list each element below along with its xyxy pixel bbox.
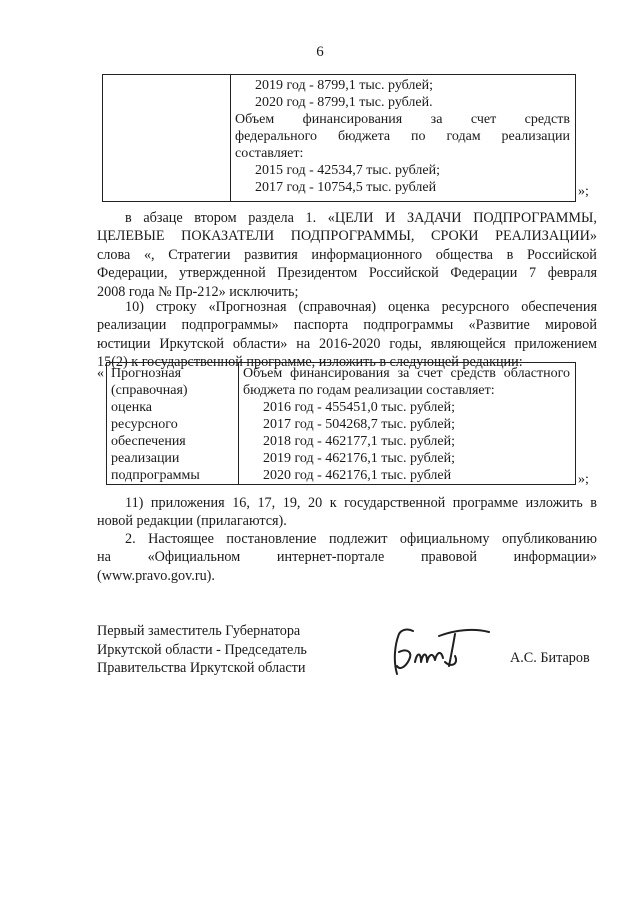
signatory-name: А.С. Битаров	[510, 650, 590, 666]
table1-closing-quote: »;	[578, 184, 589, 199]
paragraph-publication: 2. Настоящее постановление подлежит официальному опубликованию на «Официальном интернет-портале правовой информации» (www.pravo.gov.ru).	[97, 531, 597, 584]
federal-budget-table	[102, 74, 576, 202]
table2-left-cell: Прогнозная (справочная) оценка ресурсного обеспечения реализации подпрограммы	[107, 363, 239, 485]
paragraph-section-amend: в абзаце втором раздела 1. «ЦЕЛИ И ЗАДАЧИ ПОДПРОГРАММЫ, ЦЕЛЕВЫЕ ПОКАЗАТЕЛИ ПОДПРОГРАММЫ, СРОКИ РЕАЛИЗАЦИИ» слова «, Стратегии развития информационного общества в Российской Федерации, утвержденной Президентом Российской Федерации 7 февраля 2008 года № Пр-212» исключить;	[97, 210, 597, 300]
table2-year-line: 2018 год - 462177,1 тыс. рублей;	[263, 434, 456, 449]
table1-year-line: 2015 год - 42534,7 тыс. рублей;	[255, 163, 441, 178]
handwritten-signature	[385, 622, 495, 677]
table2-year-line: 2016 год - 455451,0 тыс. рублей;	[263, 400, 456, 415]
table1-left-cell	[103, 75, 231, 202]
paragraph-item-11: 11) приложения 16, 17, 19, 20 к государственной программе изложить в новой редакции (прилагаются).	[97, 495, 597, 530]
table1-right-cell	[231, 75, 576, 202]
table1-fed-line1: Объем финансирования за счет средств	[235, 112, 570, 127]
table1-year-line: 2017 год - 10754,5 тыс. рублей	[255, 180, 437, 195]
table2-year-line: 2017 год - 504268,7 тыс. рублей;	[263, 417, 456, 432]
table1-fed-line2: федерального бюджета по годам реализации	[235, 129, 570, 144]
table2-opening-quote: «	[97, 366, 104, 381]
regional-budget-table	[106, 362, 576, 485]
paragraph-item-10: 10) строку «Прогнозная (справочная) оценка ресурсного обеспечения реализации подпрограммы» паспорта подпрограммы «Развитие мировой юстиции Иркутской области» на 2016-2020 годы, являющейся приложением 15(2) к государственной программе, изложить в следующей редакции:	[97, 299, 597, 371]
table1-line: 2020 год - 8799,1 тыс. рублей.	[255, 95, 433, 110]
table1-line: 2019 год - 8799,1 тыс. рублей;	[255, 78, 434, 93]
table1-fed-line3: составляет:	[235, 146, 304, 161]
table2-closing-quote: »;	[578, 472, 589, 487]
table2-year-line: 2019 год - 462176,1 тыс. рублей;	[263, 451, 456, 466]
page-number: 6	[316, 44, 324, 60]
table2-right-cell	[239, 363, 576, 485]
table2-head-line2: бюджета по годам реализации составляет:	[243, 383, 495, 398]
table2-year-line: 2020 год - 462176,1 тыс. рублей	[263, 468, 452, 483]
table2-head-line1: Объем финансирования за счет средств областного	[243, 366, 570, 381]
signatory-title: Первый заместитель Губернатора Иркутской области - Председатель Правительства Иркутской области	[97, 623, 307, 676]
